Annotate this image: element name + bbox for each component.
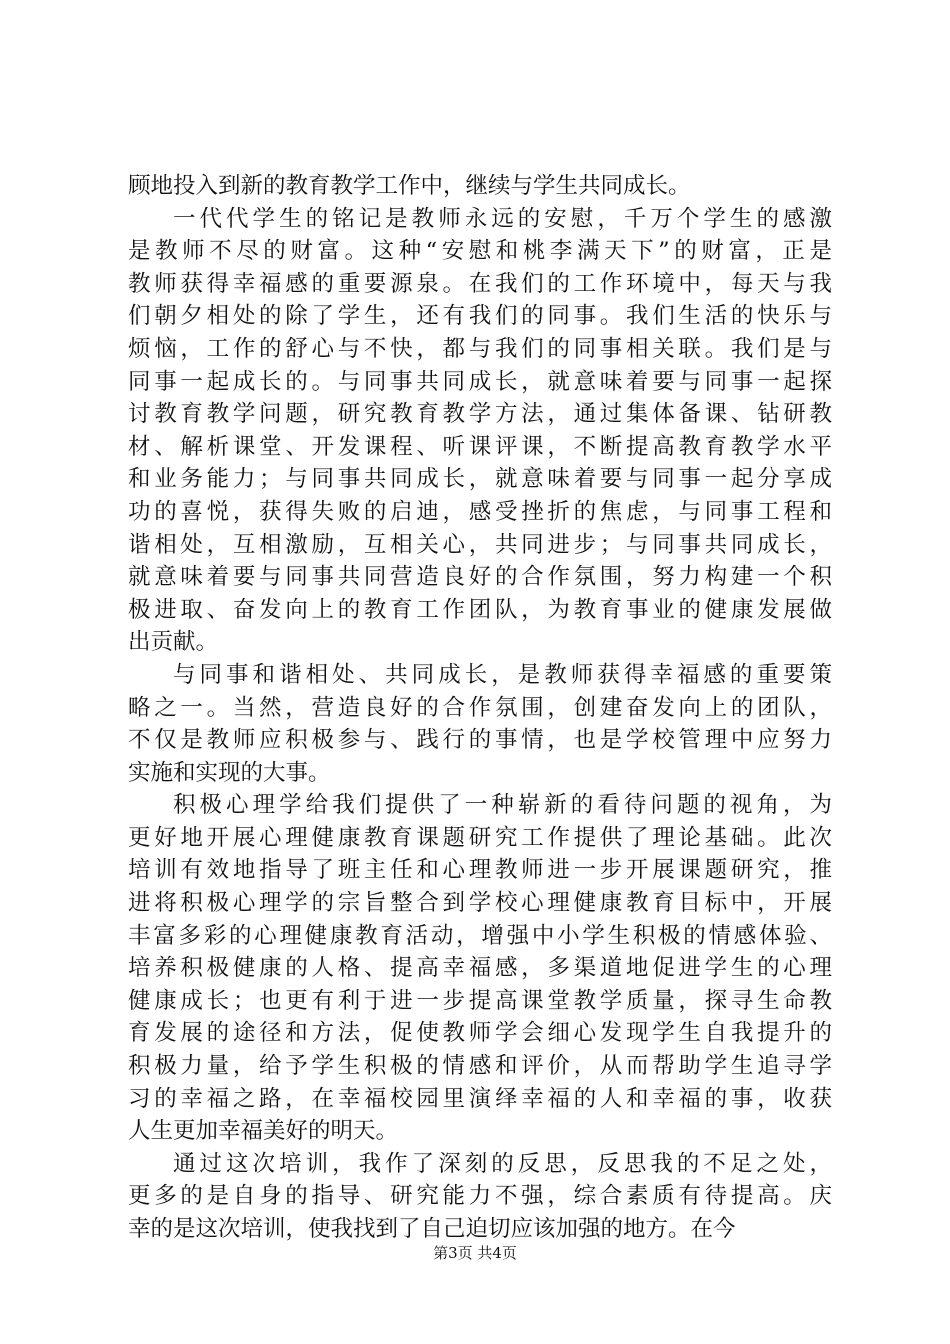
text-line: 是教师不尽的财富。这种“安慰和桃李满天下”的财富，正是 [128,238,832,265]
text-line: 烦恼，工作的舒心与不快，都与我们的同事相关联。我们是与 [128,335,832,362]
text-line: 们朝夕相处的除了学生，还有我们的同事。我们生活的快乐与 [128,303,832,330]
text-line: 幸的是这次培训，使我找到了自己迫切应该加强的地方。在今 [128,1216,736,1242]
text-line: 积极心理学给我们提供了一种崭新的看待问题的视角，为 [173,792,832,819]
text-line: 同事一起成长的。与同事共同成长，就意味着要与同事一起探 [128,368,832,395]
text-line: 丰富多彩的心理健康教育活动，增强中小学生积极的情感体验、 [128,922,832,949]
text-line: 顾地投入到新的教育教学工作中，继续与学生共同成长。 [128,173,691,199]
text-line: 习的幸福之路，在幸福校园里演绎幸福的人和幸福的事，收获 [128,1085,832,1112]
text-line: 略之一。当然，营造良好的合作氛围，创建奋发向上的团队， [128,694,832,721]
text-line: 与同事和谐相处、共同成长，是教师获得幸福感的重要策 [173,661,832,688]
text-line: 材、解析课堂、开发课程、听课评课，不断提高教育教学水平 [128,433,832,460]
text-line: 讨教育教学问题，研究教育教学方法，通过集体备课、钻研教 [128,401,832,428]
text-line: 积极力量，给予学生积极的情感和评价，从而帮助学生追寻学 [128,1053,832,1080]
text-line: 培训有效地指导了班主任和心理教师进一步开展课题研究，推 [128,857,832,884]
paragraph [128,789,832,1148]
text-line: 不仅是教师应积极参与、践行的事情，也是学校管理中应努力 [128,727,832,754]
text-line: 更好地开展心理健康教育课题研究工作提供了理论基础。此次 [128,824,832,851]
text-line: 更多的是自身的指导、研究能力不强，综合素质有待提高。庆 [128,1183,832,1210]
text-line: 人生更加幸福美好的明天。 [128,1118,399,1145]
text-line: 育发展的途径和方法，促使教师学会细心发现学生自我提升的 [128,1020,832,1047]
text-line: 就意味着要与同事共同营造良好的合作氛围，努力构建一个积 [128,564,832,591]
text-line: 出贡献。 [128,629,219,656]
text-line: 谐相处，互相激励，互相关心，共同进步；与同事共同成长， [128,531,832,558]
paragraph [128,170,832,203]
text-line: 和业务能力；与同事共同成长，就意味着要与同事一起分享成 [128,466,832,493]
text-line: 一代代学生的铭记是教师永远的安慰，千万个学生的感激 [173,205,832,232]
text-line: 极进取、奋发向上的教育工作团队，为教育事业的健康发展做 [128,596,832,623]
text-line: 通过这次培训，我作了深刻的反思，反思我的不足之处， [173,1150,832,1177]
page-footer: 第3页 共4页 [433,1244,517,1262]
page-body [128,170,832,1246]
paragraph [128,203,832,659]
text-line: 健康成长；也更有利于进一步提高课堂教学质量，探寻生命教 [128,987,832,1014]
text-line: 教师获得幸福感的重要源泉。在我们的工作环境中，每天与我 [128,270,832,297]
paragraph [128,1148,832,1246]
text-line: 功的喜悦，获得失败的启迪，感受挫折的焦虑，与同事工程和 [128,498,832,525]
text-line: 培养积极健康的人格、提高幸福感，多渠道地促进学生的心理 [128,955,832,982]
text-line: 进将积极心理学的宗旨整合到学校心理健康教育目标中，开展 [128,890,832,917]
paragraph [128,659,832,789]
text-line: 实施和实现的大事。 [128,759,331,786]
